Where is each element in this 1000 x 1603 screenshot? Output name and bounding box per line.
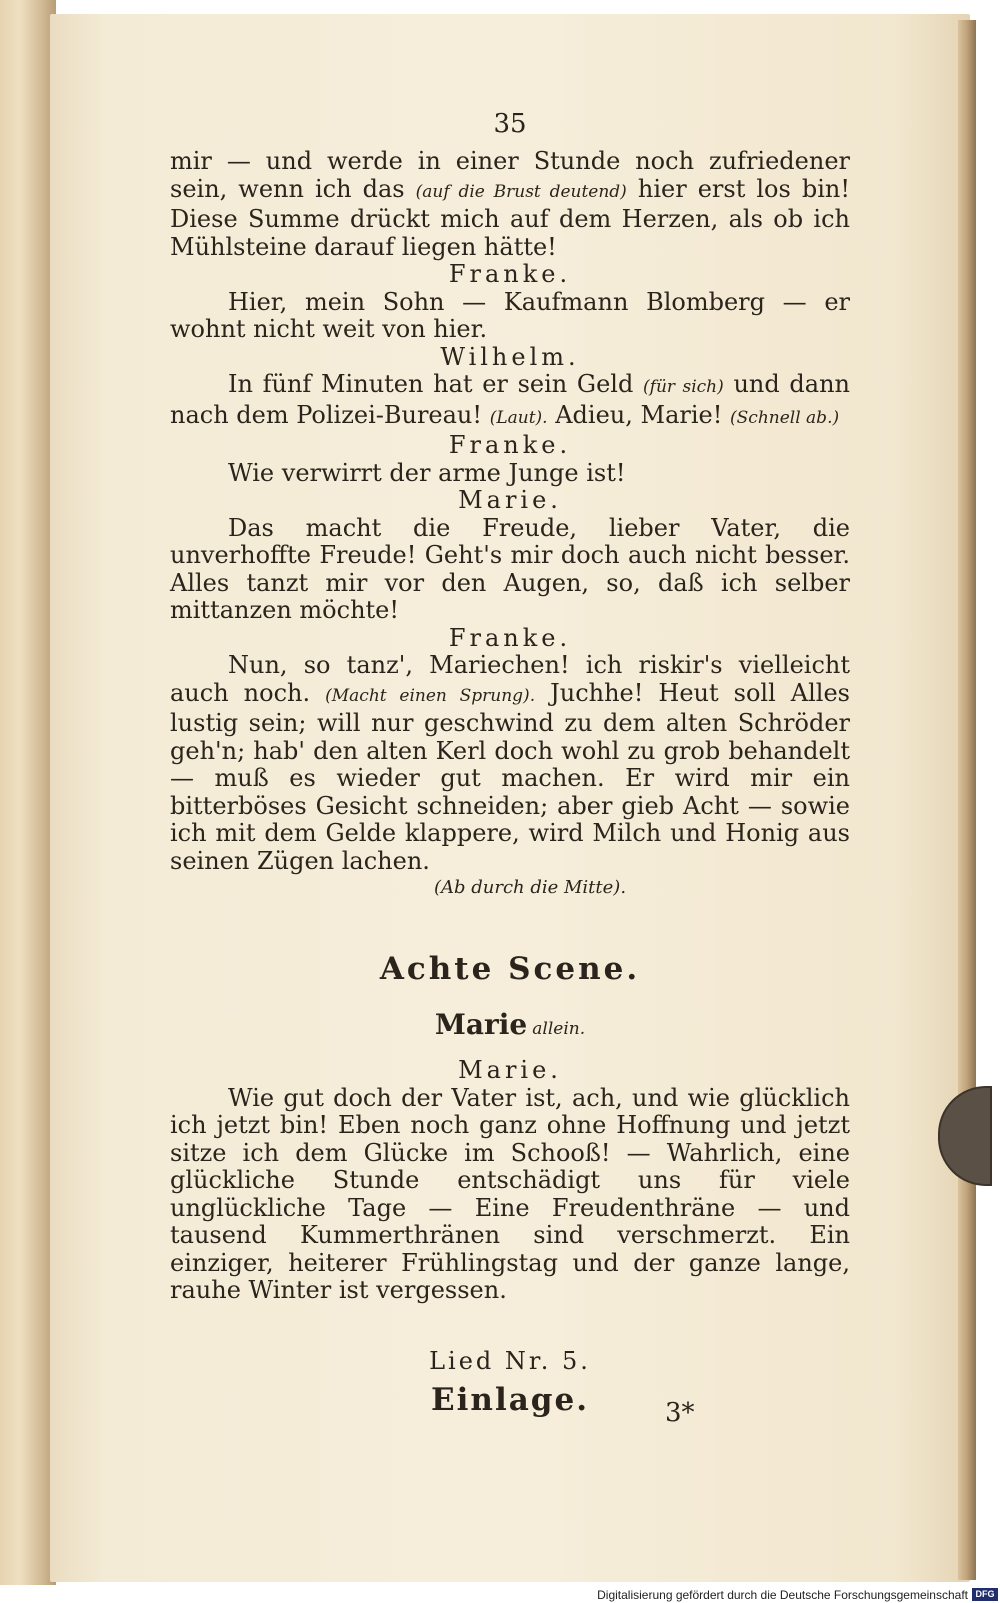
stage-direction: (auf die Brust deutend) — [415, 181, 627, 202]
speaker-name: Franke. — [448, 431, 572, 459]
footer-bar — [0, 1587, 1000, 1603]
page-edge — [958, 20, 976, 1580]
page-content — [170, 100, 850, 1421]
dfg-logo: DFG — [972, 1588, 998, 1601]
scene-character: Marie — [434, 1008, 528, 1041]
stage-direction: (Macht einen Sprung). — [325, 685, 536, 706]
paragraph: Hier, mein Sohn — Kaufmann Blomberg — er wohnt nicht weit von hier. — [170, 287, 850, 343]
footer-credit: Digitalisierung gefördert durch die Deutsche Forschungsgemeinschaft — [597, 1588, 968, 1602]
scene-title: Achte Scene. — [379, 951, 641, 987]
speaker-name: Franke. — [448, 260, 572, 288]
speaker-name: Marie. — [458, 1056, 562, 1084]
paragraph: Wie gut doch der Vater ist, ach, und wie glücklich ich jetzt bin! Eben noch ganz ohne Hoffnung und jetzt sitze ich dem Glücke im Schooß! — Wahrlich, eine glückliche Stunde entschädigt uns für viele unglückliche Tage — Eine Freudenthräne — und tausend Kummerthränen sind verschmerzt. Ein einziger, heiterer Frühlingstag und der ganze lange, rauhe Winter ist vergessen. — [170, 1083, 850, 1304]
paragraph: In fünf Minuten hat er sein Geld (für sich) und dann nach dem Polizei-Bureau! (Laut). Adieu, Marie! (Schnell ab.) — [170, 370, 850, 429]
signature-mark: 3* — [665, 1398, 695, 1428]
stage-direction: (Schnell ab.) — [730, 407, 840, 428]
insert-heading: Einlage. — [431, 1381, 589, 1418]
paragraph: Wie verwirrt der arme Junge ist! — [228, 458, 626, 487]
scene-character-line — [170, 1003, 850, 1051]
paragraph: mir — und werde in einer Stunde noch zufriedener sein, wenn ich das (auf die Brust deutend) hier erst los bin! Diese Summe drückt mich auf dem Herzen, als ob ich Mühlsteine darauf liegen hätte! — [170, 147, 850, 261]
page-number: 35 — [493, 109, 527, 139]
stage-direction: (Laut). — [489, 407, 548, 428]
stage-direction: allein. — [532, 1019, 586, 1039]
speaker-name: Marie. — [458, 486, 562, 514]
paragraph: Das macht die Freude, lieber Vater, die unverhoffte Freude! Geht's mir doch auch nicht besser. Alles tanzt mir vor den Augen, so, daß ich selber mittanzen möchte! — [170, 513, 850, 624]
paragraph: Nun, so tanz', Mariechen! ich riskir's vielleicht auch noch. (Macht einen Sprung). Juchhe! Heut soll Alles lustig sein; will nur geschwind zu dem alten Schröder geh'n; hab' den alten Kerl doch wohl zu grob behandelt — muß es wieder gut machen. Er wird mir ein bitterböses Gesicht schneiden; aber gieb Acht — sowie ich mit dem Gelde klappere, wird Milch und Honig aus seinen Zügen lachen. — [170, 651, 850, 875]
song-label: Lied Nr. 5. — [429, 1346, 591, 1375]
exit-direction: (Ab durch die Mitte). — [433, 877, 627, 898]
speaker-name: Franke. — [448, 623, 572, 652]
stage-direction: (für sich) — [643, 377, 724, 397]
book-spine — [0, 0, 56, 1585]
speaker-name: Wilhelm. — [440, 342, 580, 371]
